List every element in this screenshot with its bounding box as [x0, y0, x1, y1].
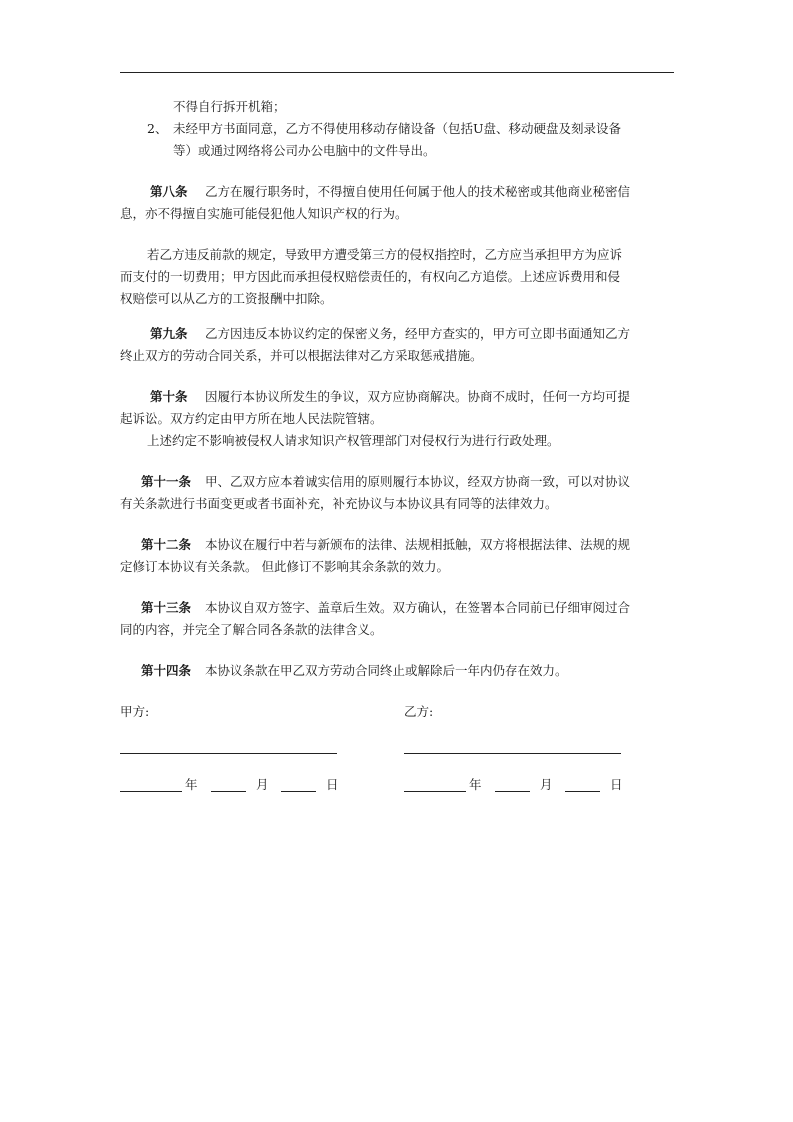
article-text: 息，亦不得擅自实施可能侵犯他人知识产权的行为。: [120, 206, 408, 221]
article-title: 第九条: [150, 326, 188, 341]
intro-line: 不得自行拆开机箱；: [173, 99, 286, 114]
article-title: 第十三条: [141, 600, 192, 615]
party-a-day-blank[interactable]: [281, 791, 316, 792]
party-a-month-blank[interactable]: [211, 791, 246, 792]
article-text: 终止双方的劳动合同关系，并可以根据法律对乙方采取惩戒措施。: [120, 348, 483, 363]
paragraph-text: 而支付的一切费用；甲方因此而承担侵权赔偿责任的，有权向乙方追偿。上述应诉费用和侵: [120, 269, 621, 284]
party-b-signature-line[interactable]: [404, 753, 621, 754]
article-text: 起诉讼。双方约定由甲方所在地人民法院管辖。: [120, 411, 383, 426]
item-text: 等）或通过网络将公司办公电脑中的文件导出。: [173, 143, 436, 158]
article-text: 乙方因违反本协议约定的保密义务，经甲方查实的，甲方可立即书面通知乙方: [205, 326, 631, 341]
article-title: 第十条: [150, 389, 188, 404]
article-text: 定修订本协议有关条款。 但此修订不影响其余条款的效力。: [120, 559, 449, 574]
header-rule: [120, 72, 674, 73]
paragraph-text: 若乙方违反前款的规定，导致甲方遭受第三方的侵权指控时，乙方应当承担甲方为应诉: [147, 247, 623, 262]
article-text: 因履行本协议所发生的争议，双方应协商解决。协商不成时，任何一方均可提: [205, 389, 631, 404]
item-number: 2、: [147, 121, 168, 136]
article-title: 第八条: [150, 184, 188, 199]
day-label: 日: [610, 777, 623, 792]
article-text: 乙方在履行职务时，不得擅自使用任何属于他人的技术秘密或其他商业秘密信: [205, 184, 631, 199]
party-b-label: 乙方:: [404, 704, 434, 719]
article-text: 甲、乙双方应本着诚实信用的原则履行本协议，经双方协商一致，可以对协议: [205, 474, 631, 489]
article-text: 同的内容，并完全了解合同各条款的法律含义。: [120, 622, 383, 637]
party-a-label: 甲方:: [120, 704, 150, 719]
day-label: 日: [326, 777, 339, 792]
party-b-day-blank[interactable]: [565, 791, 600, 792]
item-text: 未经甲方书面同意，乙方不得使用移动存储设备（包括U盘、移动硬盘及刻录设备: [173, 121, 622, 136]
year-label: 年: [185, 777, 198, 792]
party-a-year-blank[interactable]: [120, 791, 182, 792]
article-text: 有关条款进行书面变更或者书面补充，补充协议与本协议具有同等的法律效力。: [120, 496, 558, 511]
party-b-month-blank[interactable]: [495, 791, 530, 792]
party-b-year-blank[interactable]: [404, 791, 466, 792]
article-text: 本协议在履行中若与新颁布的法律、法规相抵触，双方将根据法律、法规的规: [205, 537, 631, 552]
year-label: 年: [469, 777, 482, 792]
article-text: 本协议自双方签字、盖章后生效。双方确认，在签署本合同前已仔细审阅过合: [205, 600, 631, 615]
article-title: 第十二条: [141, 537, 192, 552]
month-label: 月: [256, 777, 269, 792]
paragraph-text: 权赔偿可以从乙方的工资报酬中扣除。: [120, 291, 333, 306]
article-title: 第十四条: [141, 663, 192, 678]
article-title: 第十一条: [141, 474, 192, 489]
month-label: 月: [540, 777, 553, 792]
article-text: 上述约定不影响被侵权人请求知识产权管理部门对侵权行为进行行政处理。: [147, 433, 560, 448]
article-text: 本协议条款在甲乙双方劳动合同终止或解除后一年内仍存在效力。: [205, 663, 568, 678]
party-a-signature-line[interactable]: [120, 753, 337, 754]
